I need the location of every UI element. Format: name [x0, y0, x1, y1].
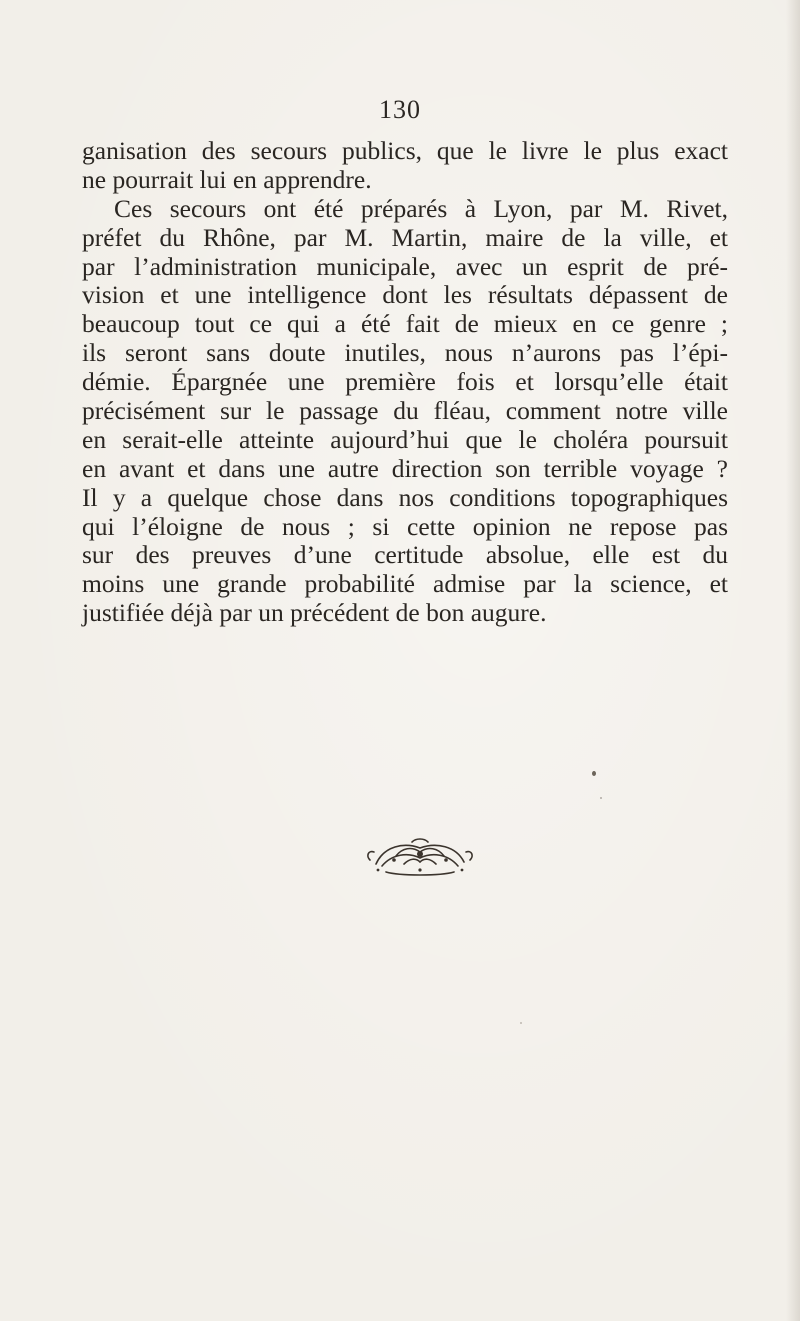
- text-line: beaucoup tout ce qui a été fait de mieux en ce genre ;: [82, 309, 728, 339]
- text-line: en serait-elle atteinte aujourd’hui que le choléra poursuit: [82, 424, 728, 454]
- text-line: ils seront sans doute inutiles, nous n’aurons pas l’épi-: [82, 338, 728, 368]
- tailpiece-ornament-icon: [356, 834, 484, 878]
- text-line: par l’administration municipale, avec un esprit de pré-: [82, 251, 728, 281]
- text-line: précisément sur le passage du fléau, comment notre ville: [82, 396, 728, 426]
- paper-speck: [600, 797, 602, 799]
- paper-speck: [592, 771, 596, 776]
- text-line: préfet du Rhône, par M. Martin, maire de la ville, et: [82, 222, 728, 252]
- text-line: démie. Épargnée une première fois et lorsqu’elle était: [82, 367, 728, 397]
- text-line: moins une grande probabilité admise par la science, et: [82, 569, 728, 599]
- page-number: 130: [379, 95, 421, 124]
- page-edge-shadow: [786, 0, 800, 1321]
- text-line: qui l’éloigne de nous ; si cette opinion ne repose pas: [82, 511, 728, 541]
- paper-speck: [520, 1022, 522, 1024]
- text-line: en avant et dans une autre direction son terrible voyage ?: [82, 453, 728, 483]
- text-line: ne pourrait lui en apprendre.: [82, 164, 372, 194]
- text-line: vision et une intelligence dont les résultats dépassent de: [82, 280, 728, 310]
- text-line: ganisation des secours publics, que le livre le plus exact: [82, 136, 728, 165]
- text-line: Il y a quelque chose dans nos conditions topographiques: [82, 482, 728, 512]
- text-line: justifiée déjà par un précédent de bon augure.: [82, 598, 547, 628]
- text-line: Ces secours ont été préparés à Lyon, par M. Rivet,: [114, 193, 728, 223]
- body-text: [82, 137, 728, 628]
- text-line: sur des preuves d’une certitude absolue, elle est du: [82, 540, 728, 570]
